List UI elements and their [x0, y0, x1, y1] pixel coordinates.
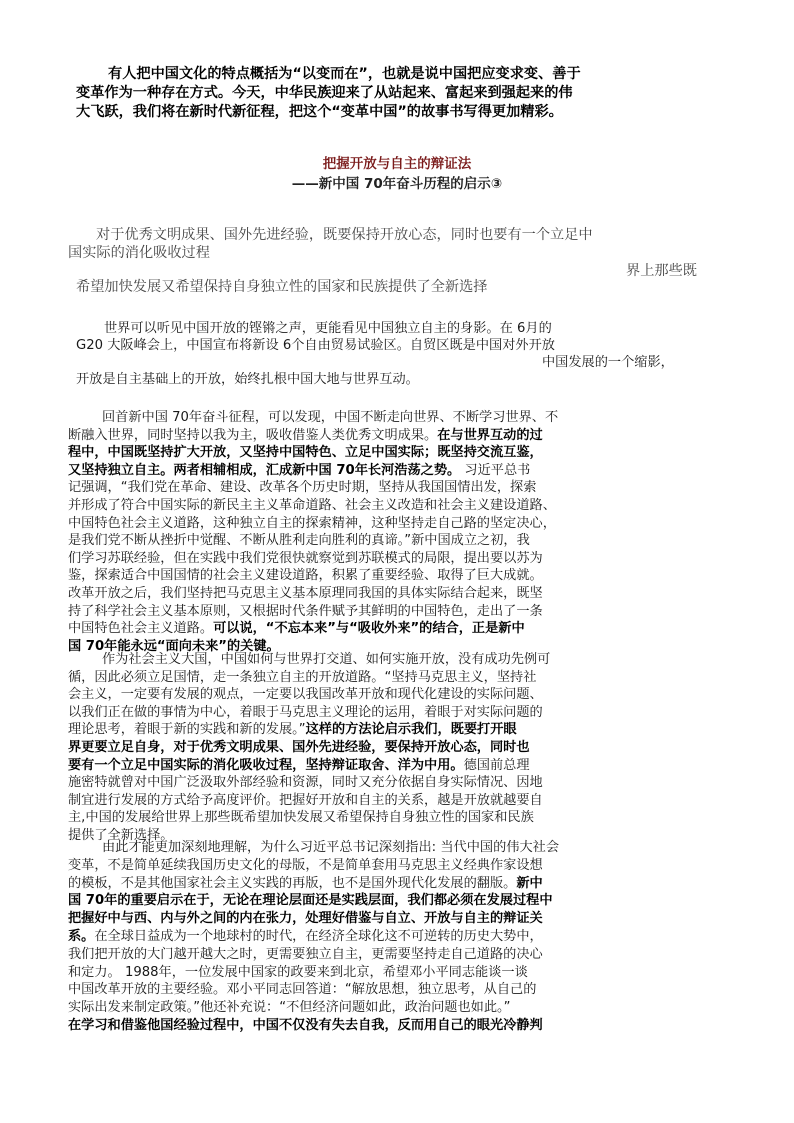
summary-line-2: 国实际的消化吸收过程: [68, 245, 210, 261]
para2-line-11: [68, 585, 543, 602]
body-text: 习近平总书: [460, 462, 531, 478]
para4-line-10: [68, 999, 510, 1016]
para3-line-4: [68, 704, 543, 721]
body-text: 记强调，“我们党在革命、建设、改革各个历史时期，坚持从我国国情出发，探索: [68, 480, 537, 496]
body-text: 实际出发来制定政策。”他还补充说：“不但经济问题如此，政治问题也如此。”: [68, 1000, 511, 1016]
body-text: 并形成了符合中国实际的新民主主义革命道路、社会主义改造和社会主义建设道路、: [68, 498, 556, 513]
body-text: 中国特色社会主义道路。: [68, 621, 214, 637]
emphasis-text: 新中: [516, 875, 543, 891]
body-text: 和定力。 1988年，一位发展中国家的政要来到北京，希望邓小平同志能谈一谈: [68, 964, 528, 980]
body-text: 德国前总理: [463, 757, 530, 773]
para2-line-2: [68, 427, 543, 444]
para2-line-8: [68, 532, 530, 549]
para2-line-10: [68, 567, 543, 584]
emphasis-text: 要有一个立足中国实际的消化吸收过程，坚持辩证取舍、洋为中用。: [68, 757, 464, 773]
summary-line-3: 界上那些既: [626, 263, 697, 279]
para4-line-4: [68, 892, 553, 909]
intro-line-1: 有人把中国文化的特点概括为“以变而在”，也就是说中国把应变求变、善于: [108, 66, 581, 82]
body-text: 理论思考，着眼于新的实践和新的发展。”: [68, 722, 306, 738]
emphasis-text: 可以说，“不忘本来”与“吸收外来”的结合，正是新中: [213, 621, 525, 637]
body-text: 中国改革开放的主要经验。邓小平同志回答道：“解放思想，独立思考，从自己的: [68, 982, 537, 998]
body-text: 们学习苏联经验，但在实践中我们党很快就察觉到苏联模式的局限，提出要以苏为: [68, 550, 543, 566]
emphasis-text: 程中，中国既坚持扩大开放，又坚持中国特色、立足中国实际；既坚持交流互鉴，: [68, 445, 543, 461]
emphasis-text: 在与世界互动的过: [437, 427, 543, 443]
para2-line-5: [68, 479, 536, 496]
para1-line-3: 中国发展的一个缩影，: [542, 355, 674, 370]
emphasis-text: 这样的方法论启示我们，既要打开眼: [305, 722, 517, 738]
emphasis-text: 国 70年能永远“面向未来”的关键。: [68, 638, 280, 654]
article-subtitle: ——新中国 70年奋斗历程的启示③: [291, 176, 503, 192]
para4-line-9: [68, 981, 536, 998]
intro-line-2: 变革作为一种存在方式。今天，中华民族迎来了从站起来、富起来到强起来的伟: [76, 85, 573, 101]
para2-line-7: [68, 515, 556, 532]
para1-line-1: 世界可以听见中国开放的铿锵之声，更能看见中国独立自主的身影。在 6月的: [104, 321, 552, 336]
body-text: 会主义，一定要有发展的观点，一定要以我国改革开放和现代化建设的实际问题、: [68, 687, 543, 703]
para4-line-3: [68, 875, 543, 892]
para4-line-2: [68, 857, 543, 874]
para3-line-3: [68, 686, 543, 703]
emphasis-text: 国 70年的重要启示在于，无论在理论层面还是实践层面，我们都必须在发展过程中: [68, 893, 553, 909]
para4-line-11: [68, 1017, 543, 1034]
para2-line-13: [68, 620, 525, 637]
body-text: 回首新中国 70年奋斗征程，可以发现，中国不断走向世界、不断学习世界、不: [102, 410, 559, 425]
intro-line-3: 大飞跃，我们将在新时代新征程，把这个“变革中国”的故事书写得更加精彩。: [76, 104, 563, 120]
emphasis-text: 界更要立足自身，对于优秀文明成果、国外先进经验，要保持开放心态，同时也: [68, 740, 530, 755]
body-text: 我们把开放的大门越开越大之时，更需要独立自主，更需要坚持走自己道路的决心: [68, 946, 543, 962]
para4-line-6: [68, 928, 543, 945]
body-text: 变革，不是简单延续我国历史文化的母版，不是简单套用马克思主义经典作家设想: [68, 857, 543, 873]
para1-line-2: G20 大阪峰会上，中国宣布将新设 6个自由贸易试验区。自贸区既是中国对外开放: [76, 338, 555, 353]
para4-line-8: [68, 964, 528, 981]
body-text: 主,中国的发展给世界上那些既希望加快发展又希望保持自身独立性的国家和民族: [68, 810, 534, 826]
body-text: 以我们正在做的事情为中心，着眼于马克思主义理论的运用，着眼于对实际问题的: [68, 704, 543, 720]
para4-line-1: [102, 839, 559, 856]
body-text: 在全球日益成为一个地球村的时代，在经济全球化这不可逆转的历史大势中，: [94, 929, 543, 944]
emphasis-text: 又坚持独立自主。两者相辅相成，汇成新中国 70年长河浩荡之势。: [68, 462, 461, 478]
body-text: 断融入世界，同时坚持以我为主，吸收借鉴人类优秀文明成果。: [68, 427, 438, 443]
body-text: 是我们党不断从挫折中觉醒、不断从胜利走向胜利的真谛。”新中国成立之初，我: [68, 533, 530, 549]
body-text: 持了科学社会主义基本原则，又根据时代条件赋予其鲜明的中国特色，走出了一条: [68, 603, 543, 619]
body-text: 中国特色社会主义道路，这种独立自主的探索精神，这种坚持走自己路的坚定决心，: [68, 515, 556, 531]
para3-line-7: [68, 757, 530, 774]
para3-line-1: [102, 651, 550, 668]
para3-line-9: [68, 792, 543, 809]
emphasis-text: 把握好中与西、内与外之间的内在张力，处理好借鉴与自立、开放与自主的辩证关: [68, 911, 543, 927]
para3-line-10: [68, 809, 534, 826]
para2-line-9: [68, 550, 543, 567]
summary-line-4: 希望加快发展又希望保持自身独立性的国家和民族提供了全新选择: [76, 279, 488, 295]
para2-line-3: [68, 444, 543, 461]
body-text: 由此才能更加深刻地理解，为什么习近平总书记深刻指出: 当代中国的伟大社会: [102, 840, 560, 855]
para3-line-5: [68, 721, 517, 738]
body-text: 的模板，不是其他国家社会主义实践的再版，也不是国外现代化发展的翻版。: [68, 875, 517, 891]
body-text: 改革开放之后，我们坚持把马克思主义基本原理同我国的具体实际结合起来，既坚: [68, 586, 543, 601]
para2-line-4: [68, 462, 530, 479]
body-text: 鉴，探索适合中国国情的社会主义建设道路，积累了重要经验、取得了巨大成就。: [68, 568, 543, 584]
article-title: 把握开放与自主的辩证法: [322, 156, 472, 172]
para4-line-7: [68, 946, 543, 963]
body-text: 循，因此必须立足国情，走一条独立自主的开放道路。“坚持马克思主义，坚持社: [68, 669, 537, 685]
para1-line-4: 开放是自主基础上的开放，始终扎根中国大地与世界互动。: [76, 372, 419, 387]
para2-line-12: [68, 603, 543, 620]
para3-line-6: [68, 739, 530, 756]
para2-line-1: [102, 409, 558, 426]
emphasis-text: 系。: [68, 929, 95, 944]
body-text: 提供了全新选择。: [68, 828, 174, 843]
body-text: 施密特就曾对中国广泛汲取外部经验和资源，同时又充分依据自身实际情况、因地: [68, 775, 543, 791]
summary-line-1: 对于优秀文明成果、国外先进经验，既要保持开放心态，同时也要有一个立足中: [96, 227, 593, 243]
body-text: 制宜进行发展的方式给予高度评价。把握好开放和自主的关系，越是开放就越要自: [68, 792, 543, 808]
para3-line-2: [68, 669, 536, 686]
para4-line-5: [68, 910, 543, 927]
para3-line-8: [68, 774, 543, 791]
emphasis-text: 在学习和借鉴他国经验过程中，中国不仅没有失去自我，反而用自己的眼光冷静判: [68, 1018, 543, 1033]
body-text: 作为社会主义大国，中国如何与世界打交道、如何实施开放，没有成功先例可: [102, 652, 551, 667]
para2-line-6: [68, 497, 556, 514]
